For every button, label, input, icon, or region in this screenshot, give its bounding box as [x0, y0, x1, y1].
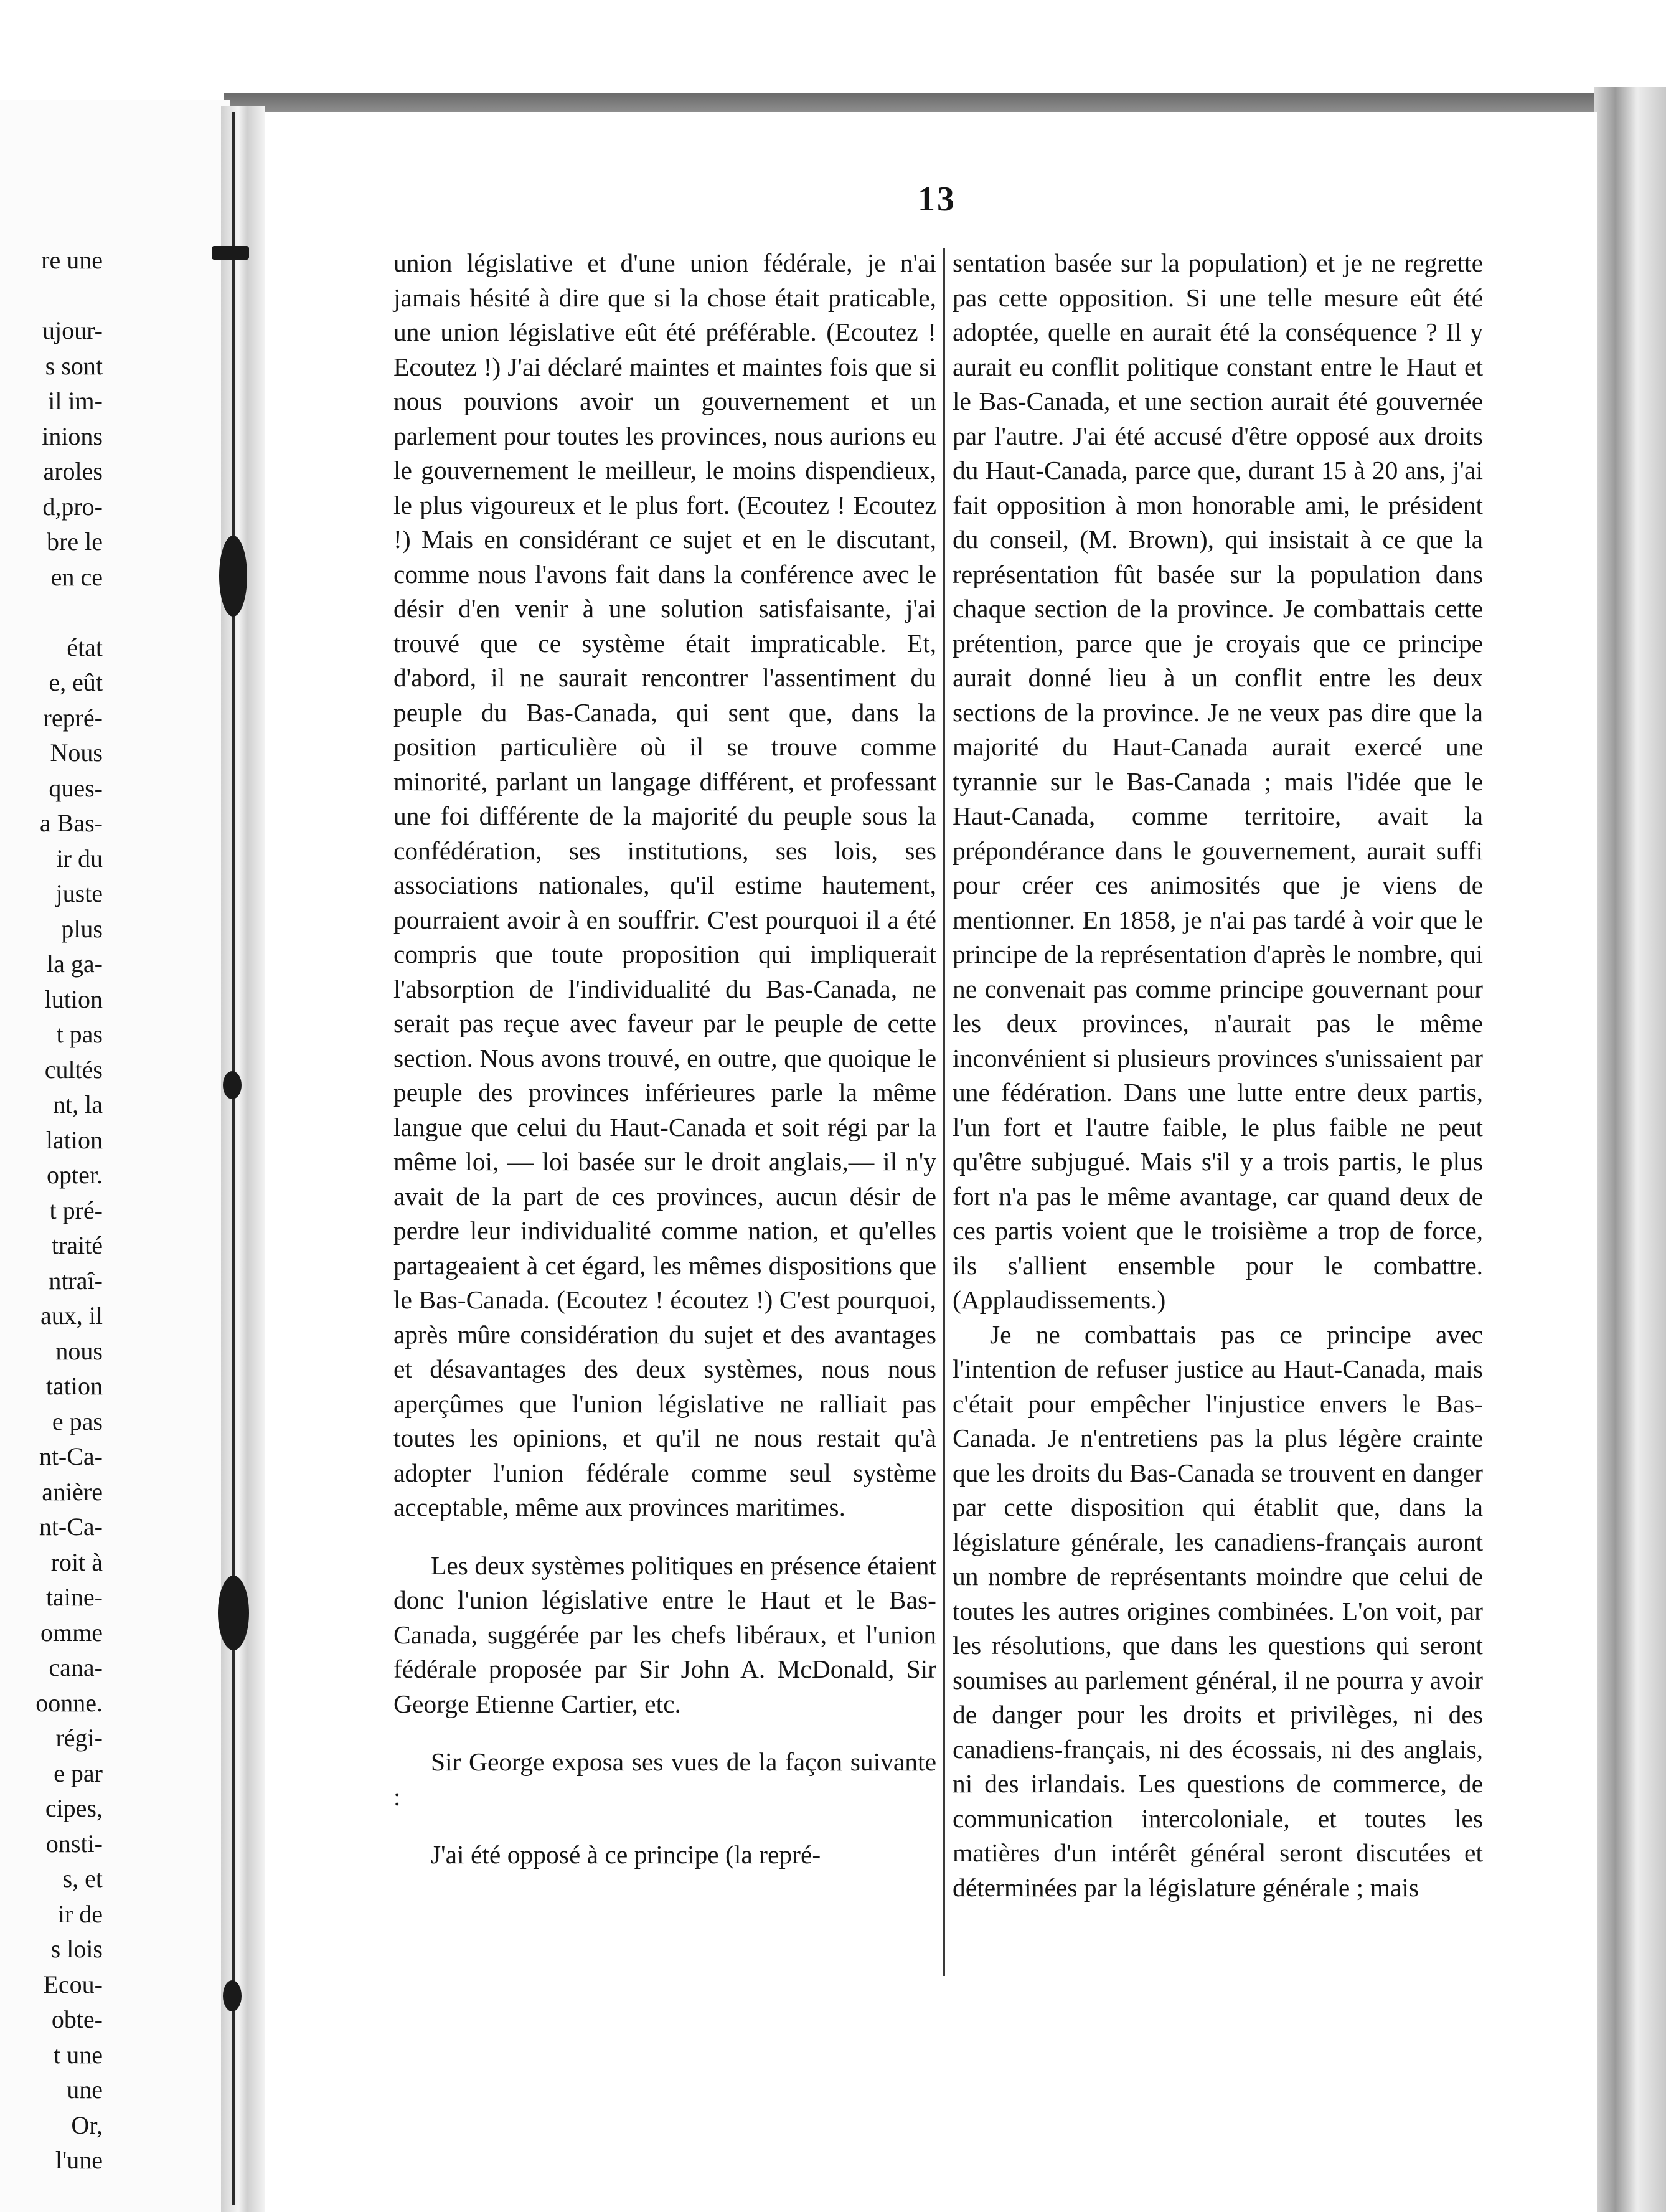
left-page-fragment: d,pro- — [42, 492, 103, 521]
binding-mark — [212, 246, 249, 260]
left-page-fragment: s, et — [62, 1865, 103, 1893]
binding-mark — [223, 1980, 242, 2011]
column-divider — [943, 248, 945, 1976]
paragraph: Je ne combattais pas ce principe avec l'intention de refuser justice au Haut-Canada, mais c'était pour empêcher l'injustice envers le Bas-Canada. Je n'entretiens pas la plus légère crainte que les droits du Bas-Canada se trouvent en danger par cette disposition qui établit que, dans la législature générale, les canadiens-français auront un nombre de représentants moindre que celui de toutes les autres origines combinées. L'on voit, par les résolutions, que dans les questions qui seront soumises au parlement général, il ne pourra y avoir de danger pour les droits et privilèges, ni des canadiens-français, ni des écossais, ni des anglais, ni des irlandais. Les questions de commerce, de communication intercoloniale, et toutes les matières d'un intérêt général seront discutées et déterminées par la législature générale ; mais — [953, 1320, 1483, 1902]
left-page-fragment: s lois — [50, 1935, 103, 1963]
left-page-fragment: ir de — [57, 1899, 103, 1928]
left-page-fragment: juste — [55, 879, 103, 907]
paragraph: Sir George exposa ses vues de la façon suivante : — [393, 1747, 936, 1811]
left-page-fragment: re une — [41, 246, 103, 274]
binding-mark — [223, 1071, 242, 1099]
left-page-fragment: aux, il — [40, 1302, 103, 1330]
left-page-fragment: la ga- — [47, 950, 103, 978]
left-page-fragment: il im- — [48, 387, 103, 415]
left-page-fragment: l'une — [55, 2146, 103, 2174]
column-right — [953, 246, 1483, 1905]
left-page-fragment: Nous — [50, 739, 103, 767]
left-page-fragment: une — [67, 2076, 103, 2104]
left-page-fragment: obte- — [51, 2005, 103, 2033]
spine-line — [232, 112, 235, 2205]
left-page-fragments — [0, 243, 103, 2178]
left-page-fragment: a Bas- — [39, 809, 103, 837]
paragraph: union législative et d'une union fédérale, je n'ai jamais hésité à dire que si la chose était praticable, une union législative eût été préférable. (Ecoutez ! Ecoutez !) J'ai déclaré maintes et maintes fois que si nous pouvions avoir un gouvernement et un parlement pour toutes les provinces, nous aurions eu le gouvernement le meilleur, le moins dispendieux, le plus vigoureux et le plus fort. (Ecoutez ! Ecoutez !) Mais en considérant ce sujet et en le discutant, comme nous l'avons fait dans la conférence avec le désir d'en venir à une solution satisfaisante, j'ai trouvé que ce système était impraticable. Et, d'abord, il ne saurait rencontrer l'assentiment du peuple du Bas-Canada, qui sent que, dans la position particulière où il se trouve comme minorité, parlant un langage différent, et professant une foi différente de la majorité du peuple sous la confédération, ses institutions, ses lois, ses associations nationales, qu'il estime hautement, pourraient avoir à en souffrir. C'est pourquoi il a été compris que toute proposition qui impliquerait l'absorption de l'individualité du Bas-Canada, ne serait pas reçue avec faveur par le peuple de cette section. Nous avons trouvé, en outre, que quoique le peuple des provinces inférieures parle la même langue que celui du Haut-Canada et soit régi par la même loi, — loi basée sur le droit anglais,— il n'y avait de la part de ces provinces, aucun désir de perdre leur individualité comme nation, et qu'elles partageaient à cet égard, les mêmes dispositions que le Bas-Canada. (Ecoutez ! écoutez !) C'est pourquoi, après mûre considération du sujet et des avantages et désavantages des deux systèmes, nous nous aperçûmes que l'union législative ne ralliait pas toutes les opinions, et qu'il ne nous restait qu'à adopter l'union fédérale comme seul système acceptable, même aux provinces maritimes. — [393, 248, 936, 1521]
page-edge-right — [1594, 87, 1666, 2212]
left-page-fragment: ujour- — [42, 316, 103, 344]
left-page-fragment: aroles — [43, 457, 103, 485]
left-page-fragment: plus — [61, 914, 103, 943]
left-page-fragment: cultés — [44, 1055, 103, 1084]
left-page-fragment: ques- — [49, 773, 103, 802]
left-page-fragment: inions — [42, 422, 103, 450]
left-page-fragment: lution — [44, 985, 103, 1013]
left-page-fragment: ir du — [56, 844, 103, 872]
left-page-fragment: e par — [54, 1759, 103, 1787]
left-page-fragment: opter. — [47, 1161, 103, 1189]
left-page-fragment: nt-Ca- — [39, 1513, 103, 1541]
page-number: 13 — [918, 180, 956, 219]
paragraph: Les deux systèmes politiques en présence étaient donc l'union législative entre le Haut et le Bas-Canada, suggérée par les chefs libéraux, et l'union fédérale proposée par Sir John A. McDonald, Sir George Etienne Cartier, etc. — [393, 1551, 936, 1718]
left-page-fragment: Or, — [71, 2110, 103, 2139]
left-page-fragment: roit à — [50, 1548, 103, 1576]
binding-mark — [218, 1576, 249, 1650]
left-page-fragment: t une — [54, 2040, 103, 2069]
paragraph: J'ai été opposé à ce principe (la repré- — [431, 1840, 821, 1869]
left-page-fragment: omme — [40, 1618, 103, 1647]
left-page-fragment: t pas — [56, 1020, 103, 1048]
left-page-fragment: onsti- — [45, 1829, 103, 1858]
left-page-fragment: régi- — [55, 1724, 103, 1752]
left-page-fragment — [0, 595, 103, 630]
left-page-fragment: cana- — [49, 1653, 103, 1681]
column-left — [393, 246, 936, 1873]
left-page-fragment: oonne. — [35, 1688, 103, 1717]
left-page-fragment — [0, 278, 103, 314]
left-page-fragment: e pas — [52, 1407, 103, 1435]
book-spine — [221, 106, 265, 2212]
left-page-fragment: Ecou- — [43, 1970, 103, 1998]
left-page-fragment: état — [67, 633, 103, 661]
left-page-fragment: s sont — [45, 351, 103, 380]
left-page-fragment: ntraî- — [49, 1266, 103, 1295]
left-page-fragment: nous — [55, 1336, 103, 1365]
left-page-fragment: tation — [45, 1372, 103, 1400]
left-page-fragment: en ce — [50, 562, 103, 591]
left-page-fragment: anière — [42, 1477, 103, 1506]
left-page-fragment: lation — [45, 1125, 103, 1154]
left-page-fragment: traité — [51, 1231, 103, 1259]
left-page-fragment: t pré- — [49, 1196, 103, 1224]
binding-mark — [219, 536, 247, 617]
left-page-fragment: repré- — [43, 703, 103, 732]
left-page-fragment: nt, la — [53, 1090, 103, 1118]
left-page-fragment: taine- — [45, 1583, 103, 1611]
left-page-fragment: e, eût — [49, 668, 103, 696]
paragraph: sentation basée sur la population) et je ne regrette pas cette opposition. Si une telle mesure eût été adoptée, quelle en aurait été la conséquence ? Il y aurait eu conflit politique constant entre le Haut et le Bas-Canada, et une section aurait été gouvernée par l'autre. J'ai été accusé d'être opposé aux droits du Haut-Canada, parce que, durant 15 à 20 ans, j'ai fait opposition à mon honorable ami, le président du conseil, (M. Brown), qui insistait à ce que la représentation fût basée sur la population dans chaque section de la province. Je combattais cette prétention, parce que je croyais que ce principe aurait donné lieu à un conflit entre les deux sections de la province. Je ne veux pas dire que la majorité du Haut-Canada aurait exercé une tyrannie sur le Bas-Canada ; mais l'idée que le Haut-Canada, comme territoire, avait la prépondérance dans le gouvernement, aurait suffi pour créer ces animosités que je viens de mentionner. En 1858, je n'ai pas tardé à voir que le principe de la représentation d'après le nombre, qui ne convenait pas comme principe gouvernant pour les deux provinces, n'aurait pas le même inconvénient si plusieurs provinces s'unissaient par une fédération. Dans une lutte entre deux partis, l'un fort et l'autre faible, le plus faible ne peut qu'être subjugué. Mais s'il y a trois partis, le plus fort n'a pas le même avantage, car quand deux de ces partis voient que le troisième a trop de force, ils s'allient ensemble pour le combattre. (Applaudissements.) — [953, 248, 1483, 1314]
left-page-fragment: nt-Ca- — [39, 1442, 103, 1470]
left-page-fragment: cipes, — [45, 1794, 103, 1822]
left-page-fragment: bre le — [47, 527, 103, 555]
